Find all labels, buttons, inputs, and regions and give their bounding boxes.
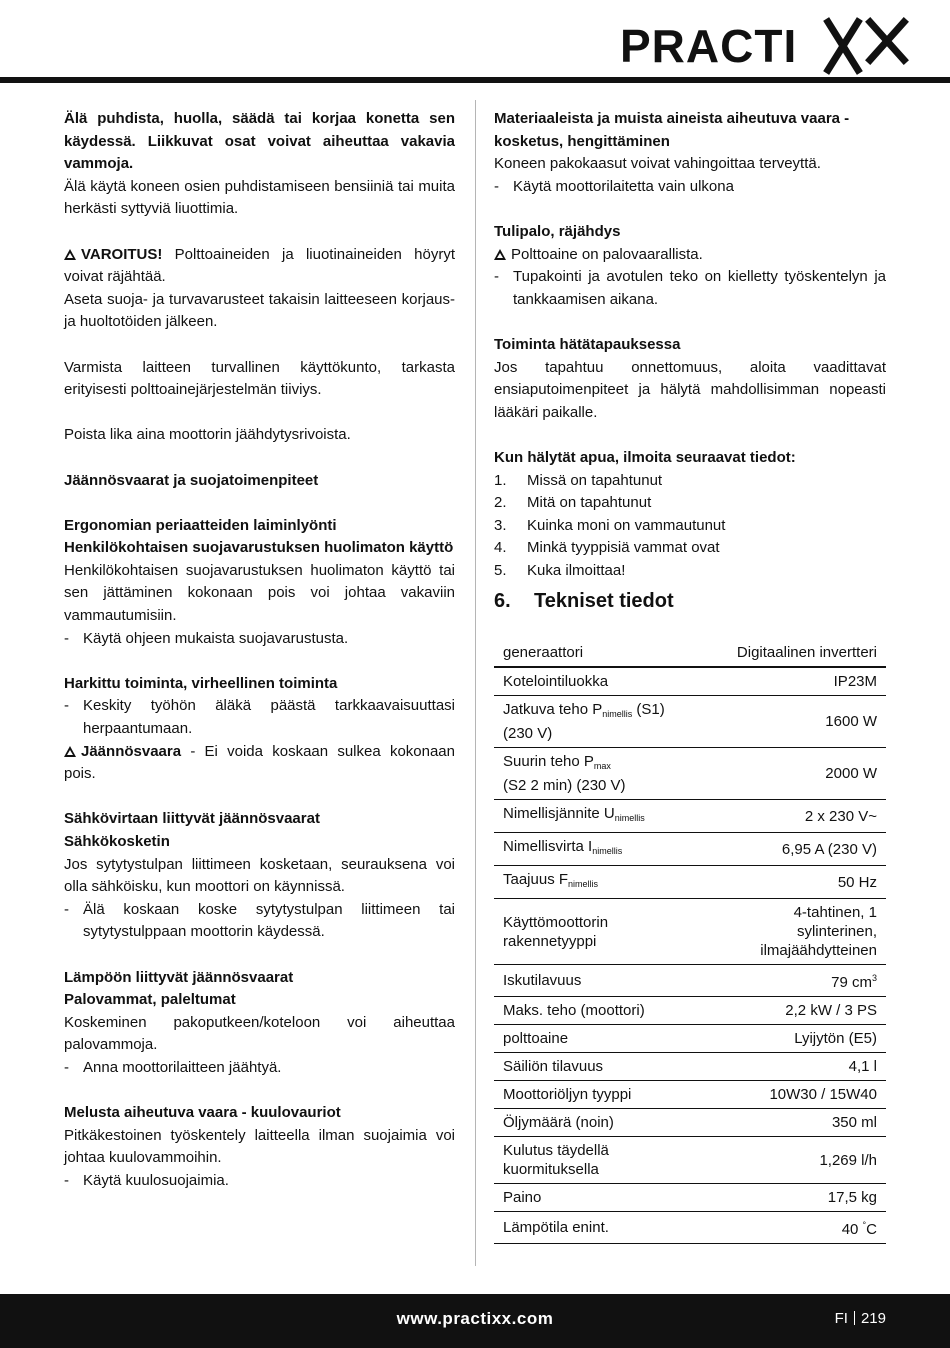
materials-heading: Materiaaleista ja muista aineista aiheutuva vaara - kosketus, hengittäminen [494, 110, 850, 150]
materials-paragraph: Koneen pakokaasut voivat vahingoittaa terveyttä. [494, 155, 821, 173]
solvent-paragraph: Älä käytä koneen osien puhdistamiseen bensiiniä tai muita herkästi syttyviä liuottimia. [64, 177, 455, 218]
spec-label: Iskutilavuus [494, 965, 703, 997]
website-link[interactable]: www.practixx.com [396, 1309, 554, 1328]
spec-label: Nimellisjännite $U_{nimellis}$ [494, 800, 703, 833]
emergency-paragraph: Jos tapahtuu onnettomuus, aloita vaadittavat ensiaputoimenpiteet ja hälytä mahdollisimman nopeasti lääkäri paikalle. [494, 358, 886, 421]
misuse-heading: Harkittu toiminta, virheellinen toiminta [64, 674, 338, 692]
header-rule [0, 77, 950, 83]
list-item: 1. Missä on tapahtunut [494, 471, 663, 489]
warning-icon [64, 746, 76, 757]
fire-warning: Polttoaine on palovaarallista. [494, 244, 886, 267]
table-row [494, 1053, 886, 1081]
list-item: - Käytä ohjeen mukaista suojavarustusta. [64, 629, 349, 647]
spec-value: 50 Hz [703, 866, 886, 899]
spec-value: IP23M [703, 667, 886, 696]
spec-value: 40 °C [703, 1212, 886, 1244]
fuel-check-paragraph: Varmista laitteen turvallinen käyttökunto, tarkasta erityisesti polttoainejärjestelmän tiiviys. [64, 358, 455, 399]
spec-label: Jatkuva teho $P_{nimellis}$ (S1) (230 V) [494, 696, 703, 748]
list-item: 5. Kuka ilmoittaa! [494, 561, 626, 579]
spec-value: 6,95 A (230 V) [703, 833, 886, 866]
table-row [494, 696, 886, 748]
electric-contact-heading: Sähkökosketin [64, 833, 170, 850]
emergency-heading: Toiminta hätätapauksessa [494, 335, 681, 353]
ppe-paragraph: Henkilökohtaisen suojavarustuksen huolimaton käyttö tai sen jättäminen kokonaan pois voi johtaa vakaviin vammautumisiin. [64, 561, 455, 625]
list-item: - Anna moottorilaitteen jäähtyä. [64, 1058, 282, 1076]
spec-label: polttoaine [494, 1025, 703, 1053]
electric-paragraph: Jos sytytystulpan liittimeen kosketaan, seurauksena voi olla sähköisku, kun moottori on käynnissä. [64, 855, 455, 896]
spec-label: Öljymäärä (noin) [494, 1109, 703, 1137]
table-row [494, 899, 886, 965]
table-row [494, 639, 886, 667]
list-item: - Käytä kuulosuojaimia. [64, 1171, 229, 1189]
warning-icon [494, 249, 506, 260]
table-row [494, 965, 886, 997]
spec-value: 1600 W [703, 696, 886, 748]
spec-label: Taajuus $F_{nimellis}$ [494, 866, 703, 899]
spec-value: 2000 W [703, 748, 886, 800]
call-heading: Kun hälytät apua, ilmoita seuraavat tiedot: [494, 448, 796, 466]
cooling-paragraph: Poista lika aina moottorin jäähdytysrivoista. [64, 426, 351, 444]
table-row [494, 1184, 886, 1212]
left-column [64, 108, 455, 1193]
guards-paragraph: Aseta suoja- ja turvavarusteet takaisin laitteeseen korjaus- ja huoltotöiden jälkeen. [64, 290, 455, 331]
burns-heading: Palovammat, paleltumat [64, 991, 236, 1009]
list-item: 4. Minkä tyyppisiä vammat ovat [494, 539, 720, 557]
practixx-logo [620, 16, 914, 76]
safety-paragraph: Älä puhdista, huolla, säädä tai korjaa konetta sen käydessä. Liikkuvat osat voivat aiheuttaa vakavia vammoja. [64, 110, 455, 173]
noise-paragraph: Pitkäkestoinen työskentely laitteella ilman suojaimia voi johtaa kuulovammoihin. [64, 1126, 455, 1167]
spec-value: 2 x 230 V~ [703, 800, 886, 833]
spec-value: 4,1 l [703, 1053, 886, 1081]
spec-value: 2,2 kW / 3 PS [703, 997, 886, 1025]
table-row [494, 1081, 886, 1109]
residual-warning: Jäännösvaara - Ei voida koskaan sulkea kokonaan pois. [64, 742, 455, 783]
spec-label: Nimellisvirta $I_{nimellis}$ [494, 833, 703, 866]
electric-heading: Sähkövirtaan liittyvät jäännösvaarat [64, 810, 320, 828]
thermal-paragraph: Koskeminen pakoputkeen/koteloon voi aiheuttaa palovammoja. [64, 1013, 455, 1054]
spec-value: 1,269 l/h [703, 1137, 886, 1184]
page-number: FI 219 [834, 1310, 886, 1327]
list-item: 3. Kuinka moni on vammautunut [494, 516, 726, 534]
specs-table [494, 639, 886, 1244]
residual-risks-heading: Jäännösvaarat ja suojatoimenpiteet [64, 471, 319, 489]
list-item: 2. Mitä on tapahtunut [494, 494, 652, 512]
spec-label: Käyttömoottorin rakennetyyppi [494, 899, 703, 965]
table-row [494, 667, 886, 696]
footer-bar [0, 1294, 950, 1348]
spec-value: 10W30 / 15W40 [703, 1081, 886, 1109]
spec-label: Säiliön tilavuus [494, 1053, 703, 1081]
ppe-heading: Henkilökohtaisen suojavarustuksen huolimaton käyttö [64, 539, 454, 557]
table-row [494, 1137, 886, 1184]
spec-value: 4-tahtinen, 1 sylinterinen, ilmajäähdytteinen [703, 899, 886, 965]
warning-paragraph: VAROITUS! Polttoaineiden ja liuotinaineiden höyryt voivat räjähtää. [64, 245, 455, 286]
table-row [494, 1212, 886, 1244]
right-column [494, 108, 886, 1244]
spec-label: Lämpötila enint. [494, 1212, 703, 1244]
thermal-heading: Lämpöön liittyvät jäännösvaarat [64, 968, 294, 986]
table-row [494, 833, 886, 866]
spec-label: Kotelointiluokka [494, 667, 703, 696]
svg-text:PRACTI: PRACTI [620, 20, 798, 72]
ergonomics-heading: Ergonomian periaatteiden laiminlyönti [64, 516, 337, 534]
spec-label: generaattori [494, 639, 703, 667]
spec-label: Suurin teho $P_{max}$ (S2 2 min) (230 V) [494, 748, 703, 800]
list-item: - Älä koskaan koske sytytystulpan liittimeen tai sytytystulppaan moottorin käydessä. [64, 900, 455, 941]
noise-heading: Melusta aiheutuva vaara - kuulovauriot [64, 1104, 341, 1122]
spec-label: Moottoriöljyn tyyppi [494, 1081, 703, 1109]
spec-value: 79 $cm^3$ [703, 965, 886, 997]
column-divider [475, 100, 476, 1266]
list-item: - Käytä moottorilaitetta vain ulkona [494, 177, 734, 195]
spec-label: Paino [494, 1184, 703, 1212]
fire-heading: Tulipalo, räjähdys [494, 222, 621, 240]
table-row [494, 997, 886, 1025]
section-heading: 6. Tekniset tiedot [494, 590, 674, 613]
table-row [494, 866, 886, 899]
spec-value: 350 ml [703, 1109, 886, 1137]
spec-value: Digitaalinen invertteri [703, 639, 886, 667]
table-row [494, 800, 886, 833]
table-row [494, 748, 886, 800]
spec-value: 17,5 kg [703, 1184, 886, 1212]
list-item: - Tupakointi ja avotulen teko on kielletty työskentelyn ja tankkaamisen aikana. [494, 268, 886, 308]
table-row [494, 1109, 886, 1137]
list-item: - Keskity työhön äläkä päästä tarkkaavaisuuttasi herpaantumaan. [64, 697, 455, 738]
spec-label: Maks. teho (moottori) [494, 997, 703, 1025]
spec-value: Lyijytön (E5) [703, 1025, 886, 1053]
warning-icon [64, 249, 76, 260]
spec-label: Kulutus täydellä kuormituksella [494, 1137, 703, 1184]
table-row [494, 1025, 886, 1053]
